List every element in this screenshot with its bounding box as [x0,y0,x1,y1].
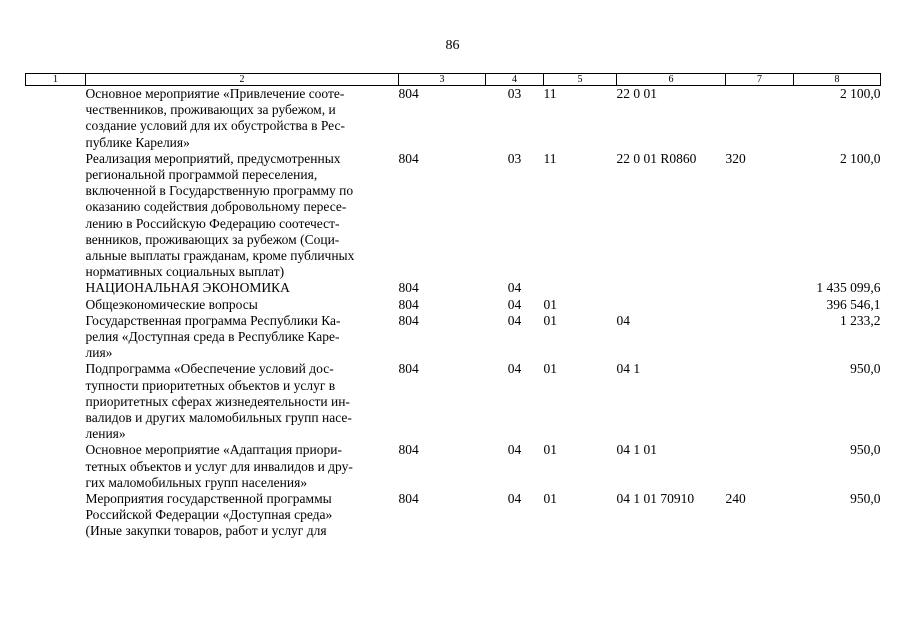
cell-col1 [26,361,86,442]
expense-type-code [726,297,794,313]
cell-col1 [26,491,86,540]
target-article-code: 04 1 01 [616,442,657,458]
row-name-line: Мероприятия государственной программы [85,491,332,507]
row-name-cell [86,297,399,313]
subsection-code [544,280,617,296]
row-name-cell [86,151,399,281]
table-row [26,297,881,313]
row-name-line: нормативных социальных выплат) [85,264,285,280]
cell-col1 [26,280,86,296]
row-name-line: публике Карелия» [85,134,190,150]
amount: 950,0 [850,442,881,458]
row-name-line: Российской Федерации «Доступная среда» [85,507,333,523]
amount: 950,0 [850,491,881,507]
section-code: 04 [507,361,522,377]
row-name-line: лия» [85,345,113,361]
row-name-line: оказанию содействия добровольному пересе- [85,199,347,215]
amount: 2 100,0 [840,150,881,166]
subsection-code: 01 [543,442,557,458]
subsection-code: 01 [543,491,557,507]
amount: 2 100,0 [840,86,881,101]
row-name-line: тупности приоритетных объектов и услуг в [85,377,336,393]
row-name-cell [86,86,399,151]
section-code: 04 [507,491,522,507]
column-number: 7 [726,74,794,86]
cell-col1 [26,86,86,151]
table-row [26,280,881,296]
column-number: 8 [794,74,881,86]
row-name-line: приоритетных сферах жизнедеятельности ин- [85,393,350,409]
row-name-line: Основное мероприятие «Привлечение соотe- [85,86,345,101]
page-number: 86 [445,38,460,53]
ved-code: 804 [398,312,419,328]
target-article-code: 04 1 [616,361,641,377]
expense-type-code [726,86,794,151]
budget-table [25,73,881,540]
row-name-line: альные выплаты гражданам, кроме публичных [85,248,355,264]
cell-col1 [26,313,86,362]
amount: 1 435 099,6 [816,280,881,296]
row-name-line: региональной программой переселения, [85,167,318,183]
row-name-cell [86,442,399,491]
cell-col1 [26,151,86,281]
expense-type-code: 240 [725,491,746,507]
ved-code: 804 [398,280,419,296]
row-name-line: валидов и других маломобильных групп насе- [85,410,352,426]
ved-code: 804 [398,150,419,166]
column-number-row [26,74,881,86]
row-name-cell [86,280,399,296]
expense-type-code [726,442,794,491]
target-article-code [617,297,726,313]
ved-code: 804 [398,86,419,101]
row-name-line: чественников, проживающих за рубежом, и [85,102,336,118]
ved-code: 804 [398,296,419,312]
subsection-code: 01 [543,296,557,312]
section-code: 04 [507,312,522,328]
table-row [26,442,881,491]
amount: 950,0 [850,361,881,377]
row-name-line: венников, проживающих за рубежом (Соци- [85,231,340,247]
target-article-code: 22 0 01 [616,86,657,101]
row-name-line: создание условий для их обустройства в Рес- [85,118,345,134]
row-name-line: Реализация мероприятий, предусмотренных [85,150,341,166]
table-row [26,86,881,151]
column-number: 4 [486,74,544,86]
row-name-line: Основное мероприятие «Адаптация приори- [85,442,342,458]
row-name-line: НАЦИОНАЛЬНАЯ ЭКОНОМИКА [85,280,290,296]
section-code: 03 [507,86,522,101]
target-article-code: 22 0 01 R0860 [616,150,697,166]
subsection-code: 11 [543,150,557,166]
column-number: 6 [617,74,726,86]
expense-type-code [726,361,794,442]
table-row [26,491,881,540]
target-article-code [617,280,726,296]
subsection-code: 11 [543,86,557,101]
row-name-line: лению в Российскую Федерацию соотечест- [85,215,340,231]
row-name-line: гих маломобильных групп населения» [85,474,308,490]
target-article-code: 04 [616,312,630,328]
expense-type-code: 320 [725,150,746,166]
row-name-line: (Иные закупки товаров, работ и услуг для [85,523,327,539]
expense-type-code [726,280,794,296]
section-code: 04 [507,442,522,458]
column-number: 5 [544,74,617,86]
amount: 396 546,1 [826,296,881,312]
cell-col1 [26,442,86,491]
ved-code: 804 [398,491,419,507]
table-row [26,361,881,442]
column-number: 2 [86,74,399,86]
target-article-code: 04 1 01 70910 [616,491,695,507]
row-name-line: релия «Доступная среда в Республике Каре- [85,329,340,345]
row-name-cell [86,313,399,362]
section-code: 04 [507,296,522,312]
section-code: 04 [507,280,522,296]
ved-code: 804 [398,442,419,458]
column-number: 1 [26,74,86,86]
row-name-line: включенной в Государственную программу по [85,183,354,199]
row-name-line: тетных объектов и услуг для инвалидов и дру- [85,458,353,474]
row-name-line: Общеэкономические вопросы [85,296,258,312]
row-name-cell [86,491,399,540]
row-name-line: ления» [85,426,126,442]
row-name-cell [86,361,399,442]
column-number: 3 [399,74,486,86]
section-code: 03 [507,150,522,166]
cell-col1 [26,297,86,313]
expense-type-code [726,313,794,362]
table-row [26,151,881,281]
subsection-code: 01 [543,361,557,377]
row-name-line: Государственная программа Республики Ка- [85,312,341,328]
ved-code: 804 [398,361,419,377]
row-name-line: Подпрограмма «Обеспечение условий дос- [85,361,334,377]
subsection-code: 01 [543,312,557,328]
table-row [26,313,881,362]
amount: 1 233,2 [840,312,881,328]
